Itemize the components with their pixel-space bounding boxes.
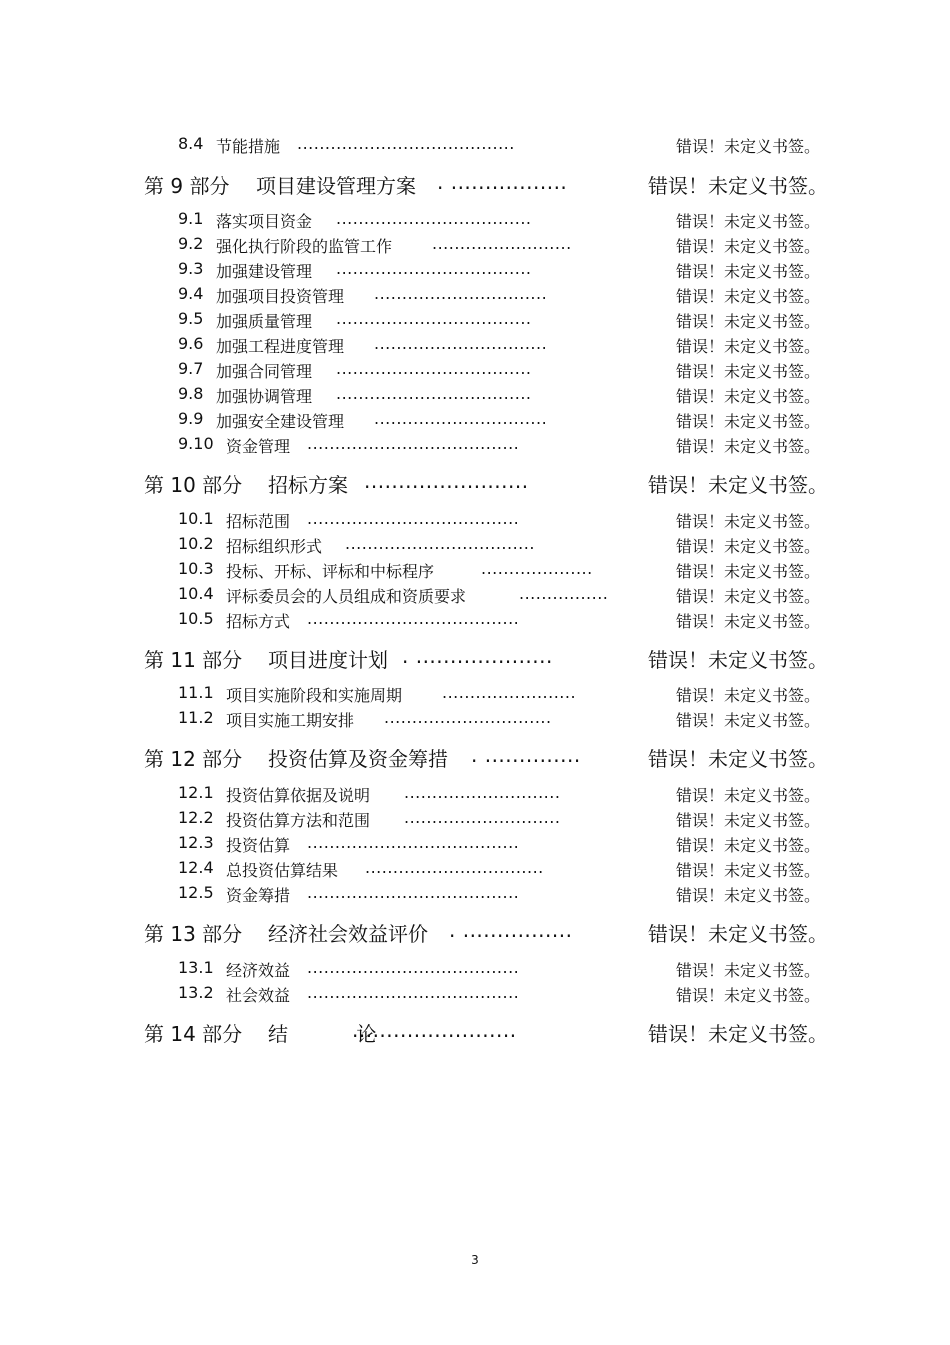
toc-entry-title: 投资估算依据及说明: [226, 786, 371, 805]
toc-entry-number: 10.3: [178, 559, 214, 578]
toc-page-ref: 错误！未定义书签。: [648, 648, 828, 672]
toc-page-ref: 错误！未定义书签。: [676, 811, 821, 830]
toc-leader-dots: ...................................: [336, 259, 532, 278]
toc-entry-title: 加强合同管理: [216, 362, 313, 381]
toc-part-label: 第 11 部分: [144, 648, 243, 672]
toc-leader-dots: ...................................: [336, 384, 532, 403]
toc-page-ref: 错误！未定义书签。: [676, 861, 821, 880]
toc-leader-dots: ...................................: [336, 359, 532, 378]
toc-leader-dots: . .................: [437, 170, 568, 194]
toc-entry-title: 招标范围: [226, 512, 291, 531]
toc-entry-number: 9.2: [178, 234, 204, 253]
toc-leader-dots: ......................................: [307, 983, 520, 1002]
toc-entry-title: 投标、开标、评标和中标程序: [226, 562, 435, 581]
toc-entry-title: 强化执行阶段的监管工作: [216, 237, 393, 256]
toc-part-label: 第 14 部分: [144, 1022, 243, 1046]
toc-part-title: 招标方案: [268, 473, 348, 497]
toc-leader-dots: .......................................: [297, 134, 515, 153]
toc-leader-dots: ............................: [404, 808, 561, 827]
toc-leader-dots: ..................................: [345, 534, 535, 553]
toc-entry-number: 10.2: [178, 534, 214, 553]
toc-leader-dots: ......................................: [307, 609, 520, 628]
toc-leader-dots: ............................: [404, 783, 561, 802]
toc-part-label: 第 9 部分: [144, 174, 230, 198]
toc-page-ref: 错误！未定义书签。: [676, 961, 821, 980]
toc-leader-dots: ................: [519, 584, 609, 603]
page-number: 3: [471, 1253, 479, 1267]
toc-page-ref: 错误！未定义书签。: [648, 922, 828, 946]
toc-entry-title: 加强项目投资管理: [216, 287, 345, 306]
toc-leader-dots: . ....................: [402, 644, 553, 668]
toc-entry-title: 落实项目资金: [216, 212, 313, 231]
toc-entry-title: 资金管理: [226, 437, 291, 456]
toc-page-ref: 错误！未定义书签。: [676, 587, 821, 606]
toc-entry-number: 9.3: [178, 259, 204, 278]
toc-entry-number: 12.2: [178, 808, 214, 827]
toc-entry-number: 10.5: [178, 609, 214, 628]
toc-part-title: 结 论: [268, 1022, 391, 1046]
toc-entry-number: 9.9: [178, 409, 204, 428]
toc-entry-title: 评标委员会的人员组成和资质要求: [226, 587, 467, 606]
toc-page-ref: 错误！未定义书签。: [676, 412, 821, 431]
toc-page-ref: 错误！未定义书签。: [648, 1022, 828, 1046]
toc-entry-title: 项目实施工期安排: [226, 711, 355, 730]
toc-entry-title: 资金筹措: [226, 886, 291, 905]
toc-leader-dots: ........................: [442, 683, 577, 702]
toc-entry-title: 社会效益: [226, 986, 291, 1005]
toc-entry-title: 招标组织形式: [226, 537, 323, 556]
toc-leader-dots: ........................: [352, 1018, 517, 1042]
toc-leader-dots: ......................................: [307, 509, 520, 528]
toc-part-label: 第 10 部分: [144, 473, 243, 497]
toc-leader-dots: ...............................: [374, 409, 548, 428]
toc-leader-dots: ......................................: [307, 958, 520, 977]
toc-entry-number: 9.1: [178, 209, 204, 228]
toc-page-ref: 错误！未定义书签。: [676, 562, 821, 581]
toc-entry-title: 经济效益: [226, 961, 291, 980]
toc-leader-dots: ...................................: [336, 209, 532, 228]
toc-entry-number: 9.8: [178, 384, 204, 403]
toc-page-ref: 错误！未定义书签。: [676, 212, 821, 231]
toc-page-ref: 错误！未定义书签。: [676, 836, 821, 855]
toc-leader-dots: ........................: [364, 469, 529, 493]
toc-entry-number: 9.5: [178, 309, 204, 328]
toc-page-ref: 错误！未定义书签。: [676, 512, 821, 531]
toc-page-ref: 错误！未定义书签。: [676, 137, 821, 156]
toc-entry-number: 9.10: [178, 434, 214, 453]
toc-entry-title: 招标方式: [226, 612, 291, 631]
toc-entry-number: 12.3: [178, 833, 214, 852]
toc-entry-number: 10.4: [178, 584, 214, 603]
toc-part-title: 项目进度计划: [268, 648, 388, 672]
toc-leader-dots: ...............................: [374, 284, 548, 303]
toc-leader-dots: ....................: [481, 559, 593, 578]
toc-leader-dots: ................................: [365, 858, 544, 877]
toc-page-ref: 错误！未定义书签。: [676, 312, 821, 331]
toc-leader-dots: . ................: [449, 918, 573, 942]
toc-entry-number: 10.1: [178, 509, 214, 528]
toc-entry-number: 11.2: [178, 708, 214, 727]
toc-entry-title: 加强质量管理: [216, 312, 313, 331]
toc-page-ref: 错误！未定义书签。: [648, 473, 828, 497]
toc-page-ref: 错误！未定义书签。: [676, 711, 821, 730]
toc-page-ref: 错误！未定义书签。: [676, 537, 821, 556]
toc-page-ref: 错误！未定义书签。: [676, 337, 821, 356]
toc-page-ref: 错误！未定义书签。: [676, 287, 821, 306]
toc-page-ref: 错误！未定义书签。: [676, 786, 821, 805]
toc-page-ref: 错误！未定义书签。: [676, 262, 821, 281]
toc-page-ref: 错误！未定义书签。: [676, 387, 821, 406]
toc-leader-dots: ..............................: [384, 708, 552, 727]
toc-page-ref: 错误！未定义书签。: [676, 686, 821, 705]
toc-leader-dots: ......................................: [307, 883, 520, 902]
toc-leader-dots: .........................: [432, 234, 572, 253]
toc-page-ref: 错误！未定义书签。: [676, 612, 821, 631]
toc-leader-dots: ...................................: [336, 309, 532, 328]
toc-part-title: 经济社会效益评价: [268, 922, 428, 946]
toc-entry-number: 8.4: [178, 134, 204, 153]
toc-part-title: 投资估算及资金筹措: [268, 747, 448, 771]
toc-part-label: 第 13 部分: [144, 922, 243, 946]
toc-page-ref: 错误！未定义书签。: [676, 886, 821, 905]
toc-entry-title: 加强协调管理: [216, 387, 313, 406]
toc-entry-number: 13.2: [178, 983, 214, 1002]
toc-entry-title: 节能措施: [216, 137, 281, 156]
toc-entry-number: 9.4: [178, 284, 204, 303]
toc-entry-number: 12.1: [178, 783, 214, 802]
toc-entry-title: 项目实施阶段和实施周期: [226, 686, 403, 705]
toc-entry-title: 投资估算方法和范围: [226, 811, 371, 830]
toc-entry-number: 11.1: [178, 683, 214, 702]
toc-entry-number: 13.1: [178, 958, 214, 977]
toc-entry-title: 加强安全建设管理: [216, 412, 345, 431]
toc-entry-number: 12.5: [178, 883, 214, 902]
toc-page-ref: 错误！未定义书签。: [648, 747, 828, 771]
toc-entry-title: 加强工程进度管理: [216, 337, 345, 356]
toc-page-ref: 错误！未定义书签。: [676, 986, 821, 1005]
toc-entry-number: 9.7: [178, 359, 204, 378]
toc-leader-dots: ...............................: [374, 334, 548, 353]
toc-page-ref: 错误！未定义书签。: [676, 362, 821, 381]
toc-leader-dots: ......................................: [307, 434, 520, 453]
toc-page-ref: 错误！未定义书签。: [676, 437, 821, 456]
toc-entry-title: 总投资估算结果: [226, 861, 339, 880]
toc-leader-dots: . ..............: [471, 743, 581, 767]
toc-part-title: 项目建设管理方案: [256, 174, 416, 198]
toc-page-ref: 错误！未定义书签。: [676, 237, 821, 256]
toc-entry-number: 12.4: [178, 858, 214, 877]
toc-entry-number: 9.6: [178, 334, 204, 353]
toc-leader-dots: ......................................: [307, 833, 520, 852]
toc-entry-title: 投资估算: [226, 836, 291, 855]
toc-entry-title: 加强建设管理: [216, 262, 313, 281]
toc-part-label: 第 12 部分: [144, 747, 243, 771]
toc-page-ref: 错误！未定义书签。: [648, 174, 828, 198]
